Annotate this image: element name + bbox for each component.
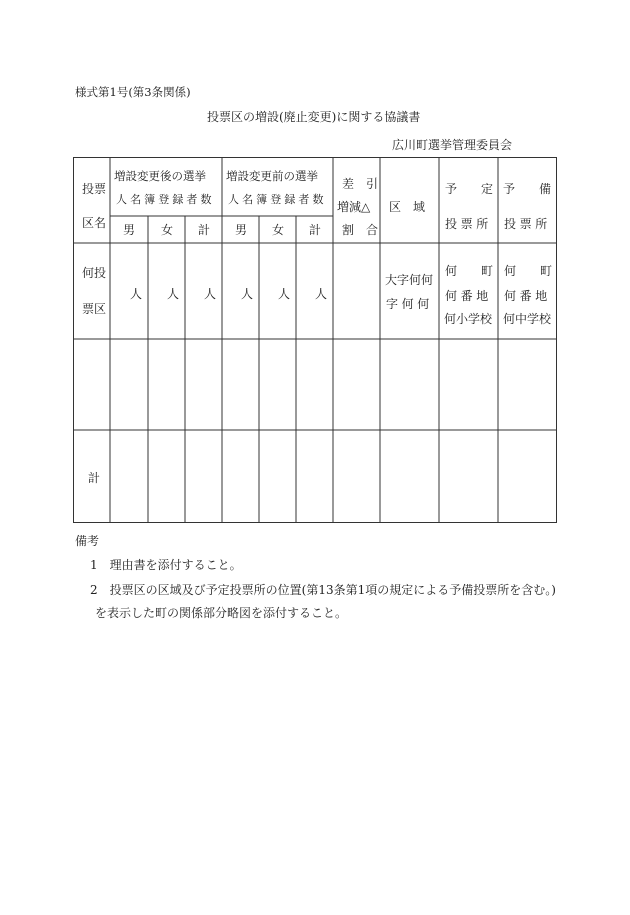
row1-area-1: 大字何何 <box>385 273 434 287</box>
sub-female-after: 女 <box>161 223 174 237</box>
row1-area-2: 字何何 <box>386 297 433 311</box>
row1-name-2: 票区 <box>82 302 107 316</box>
document-title: 投票区の増設(廃止変更)に関する協議書 <box>207 110 421 124</box>
row1-reserve-1: 何 町 <box>504 264 553 278</box>
header-diff-3: 割 合 <box>342 223 379 237</box>
header-before-1: 増設変更前の選挙 <box>226 169 318 183</box>
sub-total-before: 計 <box>309 223 322 237</box>
row1-unit-3: 人 <box>204 287 217 301</box>
remark-item-2-continued: を表示した町の関係部分略図を添付すること。 <box>95 606 348 620</box>
header-before-2: 人名簿登録者数 <box>228 193 327 206</box>
header-district-name-1: 投票 <box>82 182 107 196</box>
row1-unit-6: 人 <box>315 287 328 301</box>
remark-item-2: 2 投票区の区域及び予定投票所の位置(第13条第1項の規定による予備投票所を含む。) <box>90 583 556 597</box>
total-row-label: 計 <box>88 471 101 485</box>
header-planned-2: 投票所 <box>445 217 492 231</box>
row1-unit-2: 人 <box>167 287 180 301</box>
row1-planned-1: 何 町 <box>445 264 494 278</box>
remark-item-1: 1 理由書を添付すること。 <box>90 558 242 572</box>
committee-name: 広川町選挙管理委員会 <box>392 138 513 152</box>
header-diff-1: 差 引 <box>342 177 379 191</box>
header-after-1: 増設変更後の選挙 <box>114 169 206 183</box>
row1-planned-2: 何番地 <box>445 289 492 303</box>
header-district-name-2: 区名 <box>82 216 107 230</box>
header-reserve-2: 投票所 <box>504 217 551 231</box>
sub-male-before: 男 <box>235 223 248 237</box>
header-planned-1: 予 定 <box>445 182 494 196</box>
row1-unit-5: 人 <box>278 287 291 301</box>
row1-name-1: 何投 <box>82 266 107 280</box>
row1-reserve-2: 何番地 <box>504 289 551 303</box>
header-after-2: 人名簿登録者数 <box>116 193 215 206</box>
table-grid <box>73 157 557 523</box>
remarks-title: 備考 <box>75 534 100 548</box>
sub-male-after: 男 <box>123 223 136 237</box>
header-area: 区 域 <box>389 200 426 214</box>
header-reserve-1: 予 備 <box>503 182 552 196</box>
sub-total-after: 計 <box>198 223 211 237</box>
row1-unit-1: 人 <box>130 287 143 301</box>
row1-unit-4: 人 <box>241 287 254 301</box>
row1-reserve-3: 何中学校 <box>503 312 552 326</box>
sub-female-before: 女 <box>272 223 285 237</box>
header-diff-2: 増減△ <box>337 200 371 214</box>
row1-planned-3: 何小学校 <box>444 312 493 326</box>
form-number: 様式第1号(第3条関係) <box>75 85 191 99</box>
consultation-table <box>73 157 557 523</box>
